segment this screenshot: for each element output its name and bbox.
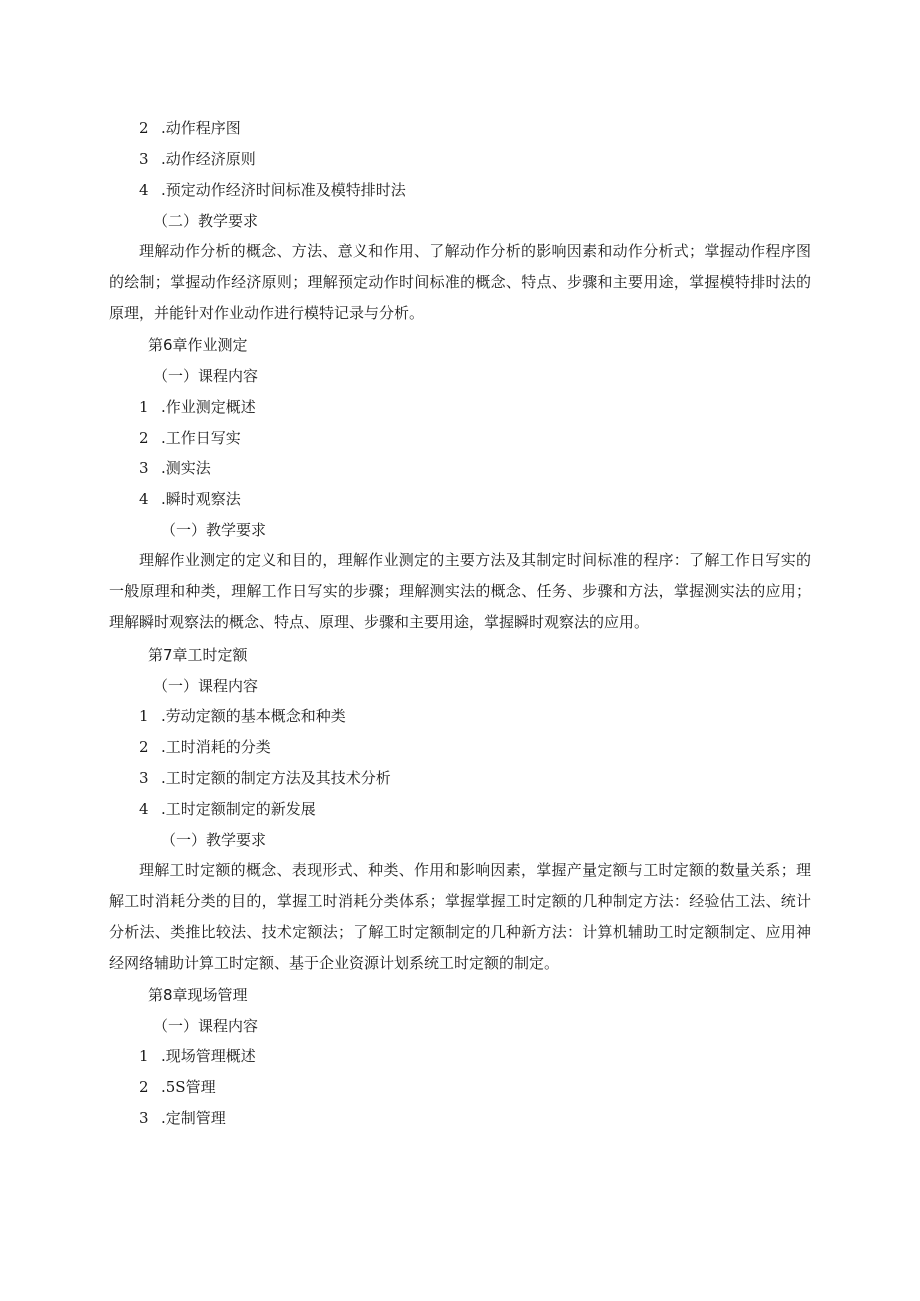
list-number: 4 <box>139 800 149 818</box>
list-number: 4 <box>139 181 149 199</box>
list-text: .工时消耗的分类 <box>161 738 271 756</box>
list-number: 2 <box>139 119 149 137</box>
list-number: 1 <box>139 707 149 725</box>
list-text: .定制管理 <box>161 1109 226 1127</box>
list-number: 3 <box>139 459 149 477</box>
list-text: .作业测定概述 <box>161 398 256 416</box>
list-text: .工时定额制定的新发展 <box>161 800 316 818</box>
list-number: 3 <box>139 1109 149 1127</box>
chapter-heading: 第6章作业测定 <box>148 336 248 354</box>
list-text: .现场管理概述 <box>161 1047 256 1065</box>
section-subheading: （一）教学要求 <box>161 831 267 849</box>
section-subheading: （一）课程内容 <box>153 1017 259 1035</box>
chapter-heading: 第8章现场管理 <box>148 986 248 1004</box>
list-text: .动作程序图 <box>161 119 241 137</box>
list-item <box>139 180 406 200</box>
section-subheading: （一）教学要求 <box>161 521 267 539</box>
list-item <box>139 1046 256 1066</box>
list-text: .5S管理 <box>161 1078 216 1096</box>
list-item <box>139 118 241 138</box>
paragraph: 理解动作分析的概念、方法、意义和作用、了解动作分析的影响因素和动作分析式；掌握动作程序图的绘制；掌握动作经济原则；理解预定动作时间标准的概念、特点、步骤和主要用途，掌握模特排时法的原理，并能针对作业动作进行模特记录与分析。 <box>109 242 811 322</box>
list-item <box>139 458 211 478</box>
section-subheading: （一）课程内容 <box>153 677 259 695</box>
list-item <box>139 397 256 417</box>
list-item <box>139 706 346 726</box>
list-item <box>139 1077 216 1097</box>
list-text: .测实法 <box>161 459 211 477</box>
section-subheading: （二）教学要求 <box>153 212 259 230</box>
list-number: 2 <box>139 738 149 756</box>
list-number: 3 <box>139 150 149 168</box>
list-text: .瞬时观察法 <box>161 490 241 508</box>
chapter-heading: 第7章工时定额 <box>148 646 248 664</box>
list-item <box>139 737 271 757</box>
paragraph: 理解工时定额的概念、表现形式、种类、作用和影响因素，掌握产量定额与工时定额的数量关系；理解工时消耗分类的目的，掌握工时消耗分类体系；掌握掌握工时定额的几种制定方法：经验估工法、统计分析法、类推比较法、技术定额法；了解工时定额制定的几种新方法：计算机辅助工时定额制定、应用神经网络辅助计算工时定额、基于企业资源计划系统工时定额的制定。 <box>109 861 811 972</box>
list-text: .预定动作经济时间标准及模特排时法 <box>161 181 406 199</box>
list-item <box>139 149 256 169</box>
list-number: 1 <box>139 1047 149 1065</box>
list-item <box>139 489 241 509</box>
list-item <box>139 768 391 788</box>
list-text: .动作经济原则 <box>161 150 256 168</box>
list-number: 4 <box>139 490 149 508</box>
list-text: .劳动定额的基本概念和种类 <box>161 707 346 725</box>
list-number: 1 <box>139 398 149 416</box>
list-number: 3 <box>139 769 149 787</box>
list-number: 2 <box>139 429 149 447</box>
list-item <box>139 799 316 819</box>
section-subheading: （一）课程内容 <box>153 367 259 385</box>
list-text: .工时定额的制定方法及其技术分析 <box>161 769 391 787</box>
list-number: 2 <box>139 1078 149 1096</box>
list-text: .工作日写实 <box>161 429 241 447</box>
list-item <box>139 428 241 448</box>
paragraph: 理解作业测定的定义和目的，理解作业测定的主要方法及其制定时间标准的程序：了解工作日写实的一般原理和种类，理解工作日写实的步骤；理解测实法的概念、任务、步骤和方法，掌握测实法的应用；理解瞬时观察法的概念、特点、原理、步骤和主要用途，掌握瞬时观察法的应用。 <box>109 551 811 631</box>
list-item <box>139 1108 226 1128</box>
